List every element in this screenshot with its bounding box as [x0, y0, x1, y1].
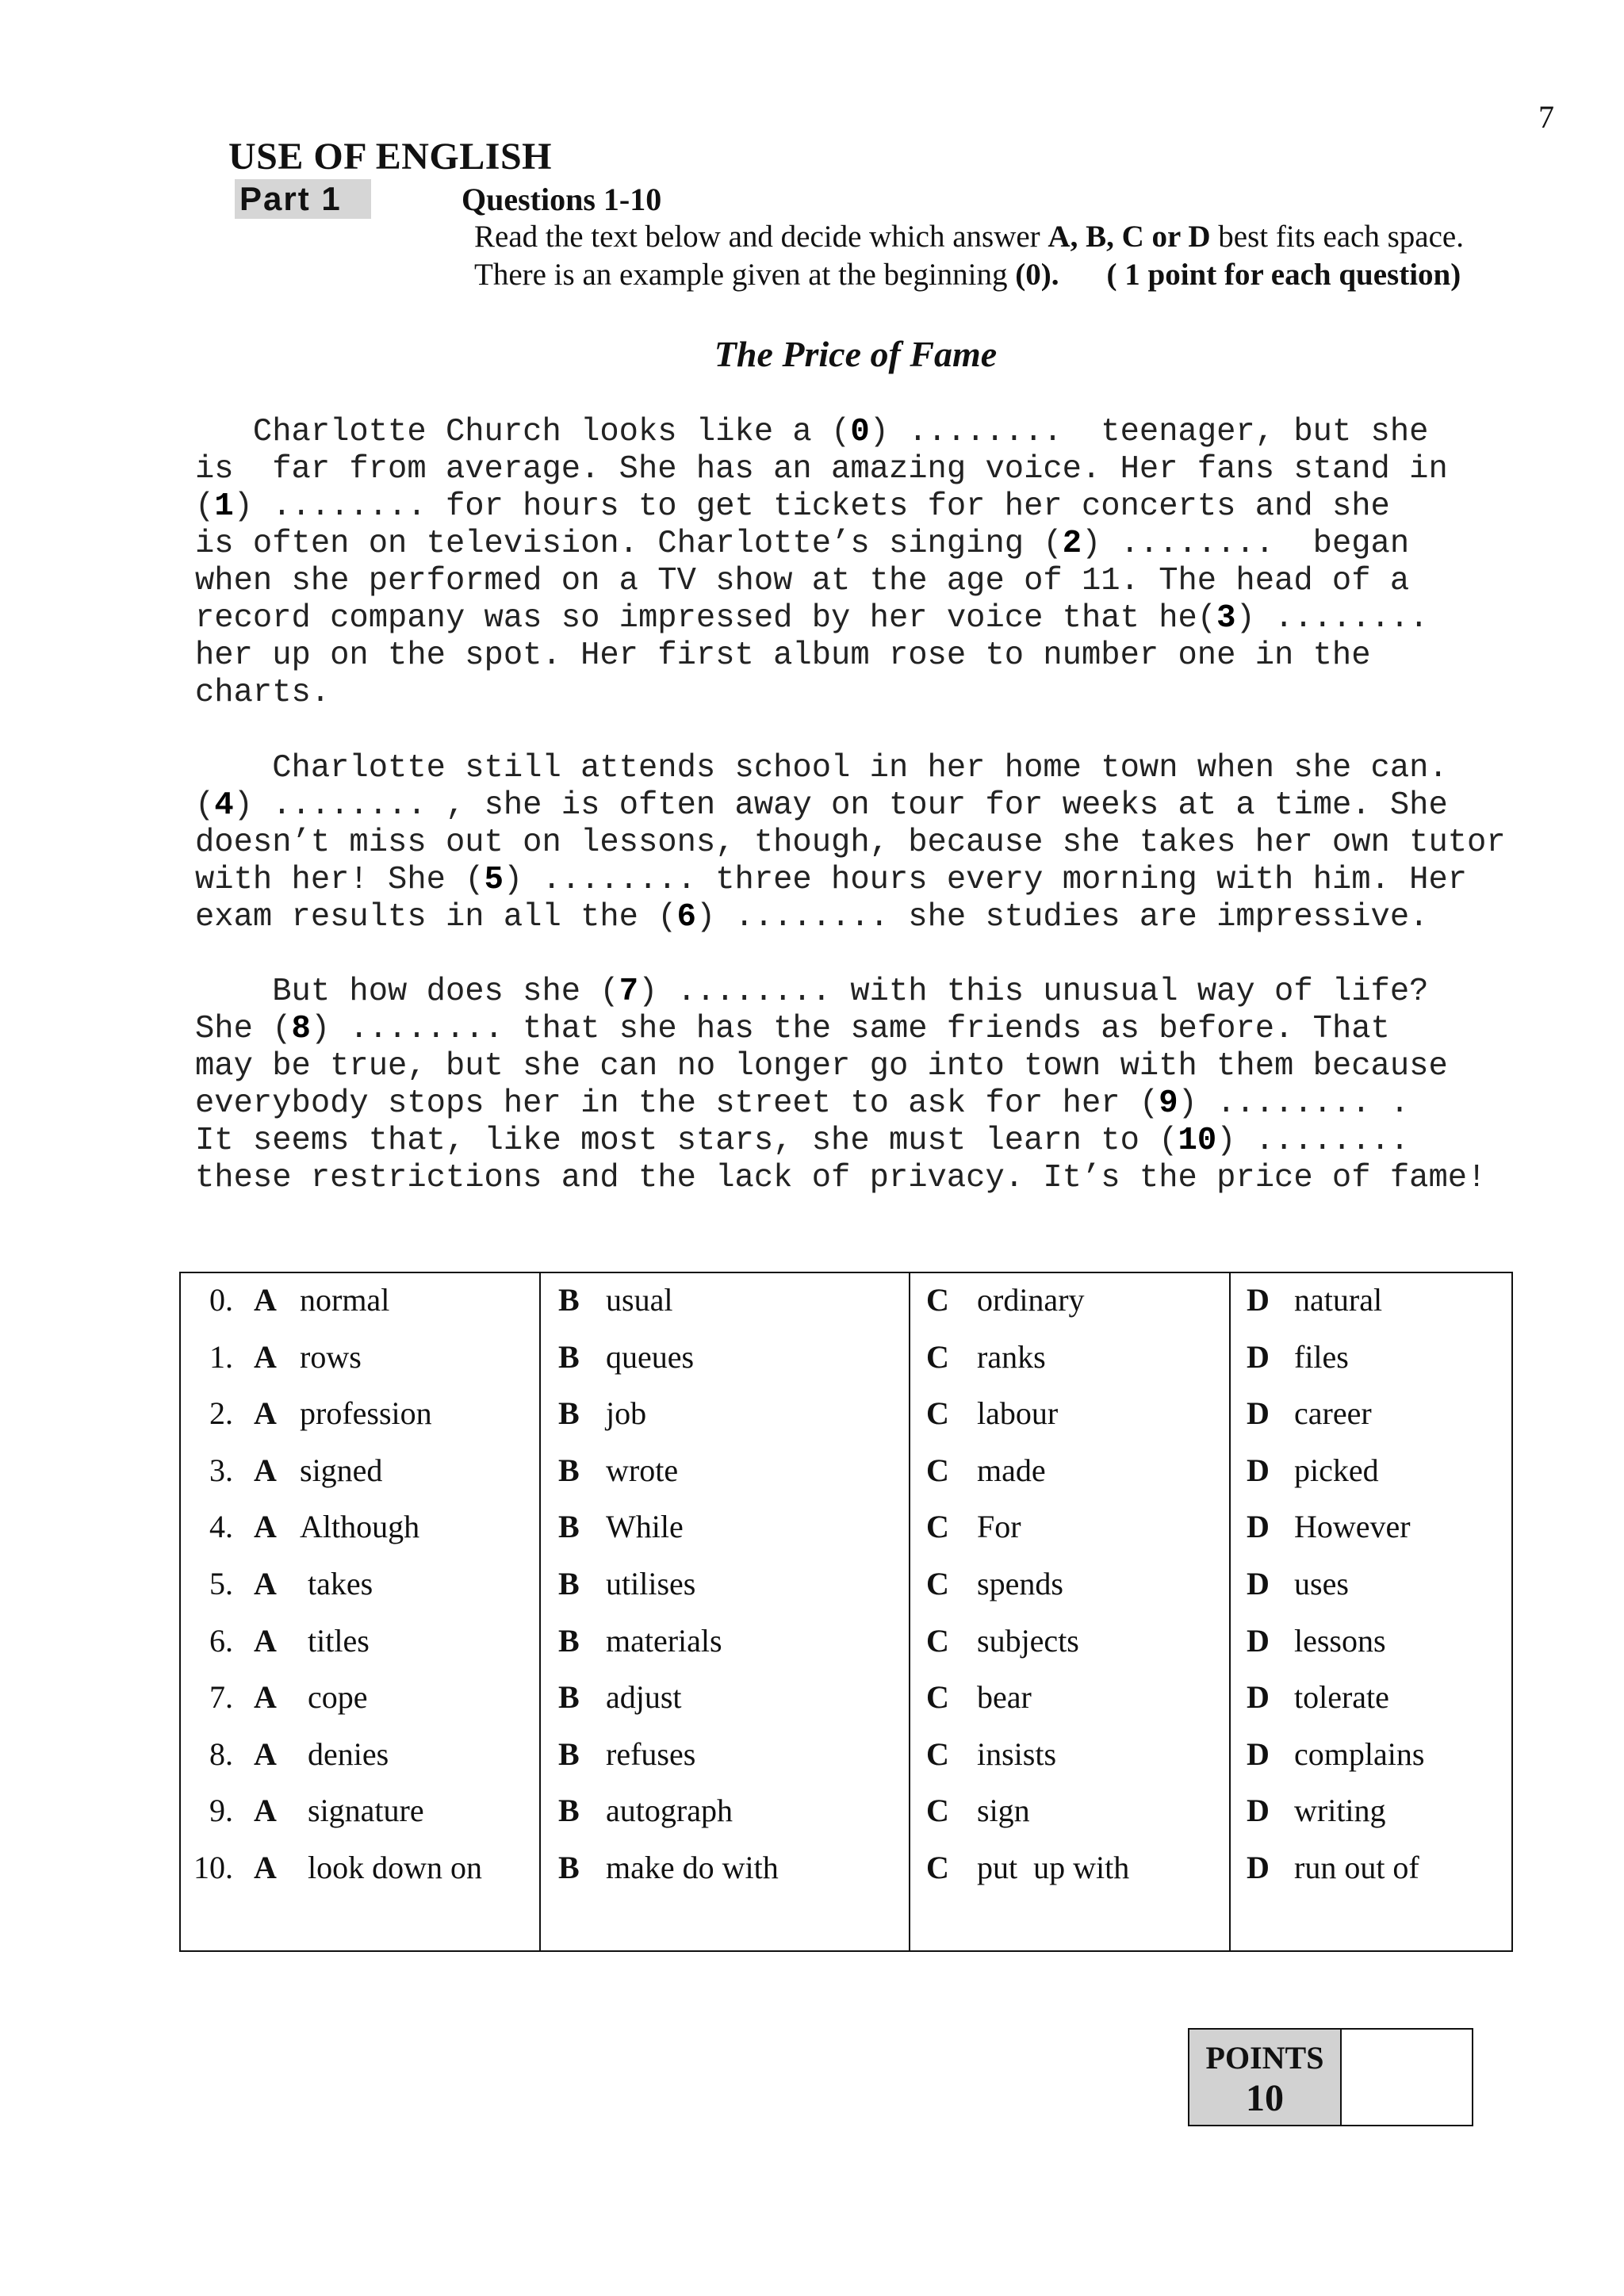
- option-letter-c: C: [926, 1735, 949, 1772]
- option-row: [181, 1792, 1511, 1849]
- option-d[interactable]: writing: [1294, 1793, 1386, 1829]
- option-letter-d: D: [1247, 1338, 1270, 1375]
- option-letter-a: A: [254, 1679, 277, 1716]
- passage-paragraph-1: [195, 414, 1448, 712]
- option-d[interactable]: files: [1294, 1338, 1349, 1375]
- option-b[interactable]: autograph: [606, 1793, 733, 1829]
- option-b[interactable]: While: [606, 1509, 684, 1545]
- passage-text: doesn’t miss out on lessons, though, because she takes her own tutor: [195, 825, 1506, 861]
- question-number: 8.: [209, 1735, 233, 1772]
- option-row: [181, 1565, 1511, 1622]
- question-number: 10.: [193, 1850, 233, 1885]
- option-d[interactable]: lessons: [1294, 1622, 1386, 1659]
- question-number: 6.: [209, 1622, 233, 1659]
- option-d[interactable]: complains: [1294, 1735, 1425, 1772]
- option-row: [181, 1338, 1511, 1395]
- passage-paragraph-2: [195, 750, 1506, 936]
- question-number: 7.: [209, 1679, 233, 1716]
- option-a[interactable]: titles: [300, 1622, 370, 1659]
- gap-number: 5: [484, 862, 504, 898]
- option-c[interactable]: put up with: [977, 1850, 1130, 1885]
- page-number: 7: [1538, 99, 1554, 135]
- option-d[interactable]: However: [1294, 1509, 1411, 1545]
- story-title-wrapper: [0, 333, 1624, 375]
- option-letter-a: A: [254, 1395, 277, 1432]
- passage-paragraph-3: [195, 974, 1486, 1197]
- passage-line: [195, 787, 1506, 825]
- passage-text: ) ........ for hours to get tickets for her concerts and she: [233, 488, 1390, 525]
- option-letter-c: C: [926, 1509, 949, 1545]
- passage-line: [195, 600, 1448, 637]
- option-row: [181, 1622, 1511, 1679]
- passage-line: [195, 637, 1448, 675]
- gap-number: 1: [214, 488, 234, 525]
- passage-text: charts.: [195, 675, 331, 711]
- option-row: [181, 1281, 1511, 1338]
- option-b[interactable]: wrote: [606, 1452, 679, 1488]
- option-row: [181, 1508, 1511, 1565]
- option-letter-d: D: [1247, 1735, 1270, 1772]
- gap-number: 4: [214, 787, 234, 824]
- option-b[interactable]: job: [606, 1395, 647, 1432]
- question-number: 5.: [209, 1566, 233, 1601]
- option-a[interactable]: cope: [300, 1679, 368, 1716]
- option-letter-d: D: [1247, 1622, 1270, 1659]
- option-letter-c: C: [926, 1566, 949, 1601]
- gap-number: 7: [619, 974, 638, 1010]
- option-letter-d: D: [1247, 1395, 1270, 1432]
- points-label-cell: [1189, 2030, 1342, 2125]
- option-letter-b: B: [558, 1338, 580, 1375]
- option-d[interactable]: natural: [1294, 1282, 1383, 1318]
- points-box: [1188, 2028, 1473, 2126]
- option-letter-b: B: [558, 1282, 580, 1318]
- passage-line: [195, 526, 1448, 563]
- option-row: [181, 1735, 1511, 1793]
- option-letter-b: B: [558, 1850, 580, 1885]
- option-letter-d: D: [1247, 1566, 1270, 1601]
- points-label: POINTS: [1205, 2040, 1324, 2076]
- points-note: ( 1 point for each question): [1106, 258, 1461, 292]
- option-letter-a: A: [254, 1622, 277, 1659]
- option-letter-b: B: [558, 1452, 580, 1488]
- points-score-field[interactable]: [1342, 2030, 1472, 2125]
- option-c[interactable]: insists: [977, 1735, 1057, 1772]
- passage-line: [195, 1085, 1486, 1123]
- gap-number: 10: [1178, 1123, 1217, 1159]
- option-letter-c: C: [926, 1395, 949, 1432]
- option-letter-a: A: [254, 1338, 277, 1375]
- option-letter-c: C: [926, 1338, 949, 1375]
- option-c[interactable]: labour: [977, 1395, 1059, 1432]
- gap-number: 2: [1062, 526, 1082, 562]
- option-letter-c: C: [926, 1850, 949, 1885]
- instruction-text: best fits each space.: [1210, 220, 1464, 254]
- option-row: [181, 1849, 1511, 1906]
- passage-text: is often on television. Charlotte’s singing (: [195, 526, 1063, 562]
- gap-number: 6: [676, 899, 696, 936]
- option-b[interactable]: usual: [606, 1282, 673, 1318]
- option-letter-a: A: [254, 1282, 277, 1318]
- question-number: 1.: [209, 1338, 233, 1375]
- gap-number: 8: [291, 1011, 311, 1047]
- passage-line: [195, 1011, 1486, 1048]
- story-title: The Price of Fame: [714, 334, 998, 374]
- passage-text: ) ........ .: [1178, 1085, 1410, 1122]
- passage-text: everybody stops her in the street to ask for her (: [195, 1085, 1159, 1122]
- option-b[interactable]: utilises: [606, 1566, 696, 1601]
- passage-line: [195, 563, 1448, 600]
- option-a[interactable]: normal: [300, 1282, 390, 1318]
- option-letter-d: D: [1247, 1793, 1270, 1829]
- option-c[interactable]: made: [977, 1452, 1046, 1488]
- passage-line: [195, 675, 1448, 712]
- passage-text: exam results in all the (: [195, 899, 677, 936]
- option-c[interactable]: For: [977, 1509, 1021, 1545]
- question-number: 2.: [209, 1395, 233, 1432]
- option-letter-a: A: [254, 1735, 277, 1772]
- option-letter-b: B: [558, 1509, 580, 1545]
- option-letter-c: C: [926, 1679, 949, 1716]
- passage-line: [195, 825, 1506, 862]
- instructions-line-1: [474, 219, 1464, 254]
- passage-line: [195, 451, 1448, 488]
- option-letter-a: A: [254, 1509, 277, 1545]
- option-b[interactable]: refuses: [606, 1735, 696, 1772]
- gap-number: 3: [1216, 600, 1236, 637]
- option-letter-b: B: [558, 1395, 580, 1432]
- option-d[interactable]: picked: [1294, 1452, 1379, 1488]
- option-row: [181, 1678, 1511, 1735]
- passage-line: [195, 750, 1506, 787]
- passage-text: ) ........ , she is often away on tour for weeks at a time. She: [233, 787, 1448, 824]
- passage-text: may be true, but she can no longer go into town with them because: [195, 1048, 1448, 1085]
- passage-text: (: [195, 787, 215, 824]
- section-title: USE OF ENGLISH: [228, 136, 552, 178]
- option-letter-a: A: [254, 1793, 277, 1829]
- option-letter-d: D: [1247, 1282, 1270, 1318]
- option-letter-b: B: [558, 1679, 580, 1716]
- option-letter-c: C: [926, 1793, 949, 1829]
- option-c[interactable]: ranks: [977, 1338, 1046, 1375]
- option-c[interactable]: subjects: [977, 1622, 1079, 1659]
- option-letter-c: C: [926, 1282, 949, 1318]
- passage-text: Charlotte Church looks like a (: [195, 414, 851, 450]
- points-value: 10: [1246, 2077, 1284, 2119]
- option-letter-d: D: [1247, 1679, 1270, 1716]
- gap-number: 9: [1159, 1085, 1178, 1122]
- question-number: 4.: [209, 1509, 233, 1545]
- gap-number: 0: [850, 414, 870, 450]
- option-b[interactable]: adjust: [606, 1679, 682, 1716]
- questions-label: Questions 1-10: [462, 182, 662, 217]
- option-letter-d: D: [1247, 1452, 1270, 1488]
- option-a[interactable]: rows: [300, 1338, 362, 1375]
- option-letter-b: B: [558, 1793, 580, 1829]
- passage-text: Charlotte still attends school in her home town when she can.: [195, 750, 1448, 786]
- option-b[interactable]: make do with: [606, 1850, 779, 1885]
- passage-text: with her! She (: [195, 862, 485, 898]
- part-label: Part 1: [235, 179, 371, 219]
- option-a[interactable]: signed: [300, 1452, 383, 1488]
- passage-text: ) ........ with this unusual way of life?: [638, 974, 1429, 1010]
- instruction-text: There is an example given at the beginning: [474, 258, 1016, 292]
- option-letter-a: A: [254, 1452, 277, 1488]
- passage-text: (: [195, 488, 215, 525]
- instruction-bold-text: A, B, C or D: [1048, 220, 1211, 254]
- passage-text: ) ........ three hours every morning with him. Her: [503, 862, 1468, 898]
- passage-line: [195, 862, 1506, 899]
- passage-text: ) ........: [1235, 600, 1429, 637]
- option-d[interactable]: run out of: [1294, 1850, 1419, 1885]
- option-letter-d: D: [1247, 1509, 1270, 1545]
- option-a[interactable]: profession: [300, 1395, 432, 1432]
- option-d[interactable]: uses: [1294, 1566, 1349, 1601]
- passage-line: [195, 1160, 1486, 1197]
- passage-line: [195, 1123, 1486, 1160]
- option-c[interactable]: ordinary: [977, 1282, 1085, 1318]
- option-letter-d: D: [1247, 1850, 1270, 1885]
- passage-text: when she performed on a TV show at the age of 11. The head of a: [195, 563, 1410, 599]
- option-letter-c: C: [926, 1452, 949, 1488]
- option-row: [181, 1452, 1511, 1509]
- passage-text: ) ........: [1216, 1123, 1410, 1159]
- option-b[interactable]: materials: [606, 1622, 722, 1659]
- passage-text: ) ........ teenager, but she: [869, 414, 1429, 450]
- passage-line: [195, 414, 1448, 451]
- passage-text: But how does she (: [195, 974, 619, 1010]
- option-a[interactable]: signature: [300, 1793, 424, 1829]
- passage-line: [195, 899, 1506, 936]
- option-c[interactable]: bear: [977, 1679, 1032, 1716]
- question-number: 0.: [209, 1282, 233, 1318]
- option-c[interactable]: sign: [977, 1793, 1030, 1829]
- option-d[interactable]: career: [1294, 1395, 1372, 1432]
- instruction-text: Read the text below and decide which answer: [474, 220, 1048, 254]
- option-d[interactable]: tolerate: [1294, 1679, 1389, 1716]
- option-a[interactable]: denies: [300, 1735, 389, 1772]
- passage-text: ) ........ that she has the same friends as before. That: [310, 1011, 1390, 1047]
- passage-text: these restrictions and the lack of privacy. It’s the price of fame!: [195, 1160, 1487, 1196]
- passage-text: It seems that, like most stars, she must learn to (: [195, 1123, 1178, 1159]
- instruction-bold-text: (0).: [1015, 258, 1059, 292]
- passage-text: ) ........ she studies are impressive.: [695, 899, 1429, 936]
- option-a[interactable]: takes: [300, 1566, 373, 1601]
- passage-line: [195, 1048, 1486, 1085]
- option-a[interactable]: look down on: [300, 1850, 482, 1885]
- option-a[interactable]: Although: [300, 1509, 420, 1545]
- instructions-line-2: [474, 257, 1461, 293]
- passage-line: [195, 488, 1448, 526]
- option-letter-c: C: [926, 1622, 949, 1659]
- option-row: [181, 1395, 1511, 1452]
- passage-line: [195, 974, 1486, 1011]
- option-letter-b: B: [558, 1622, 580, 1659]
- passage-text: record company was so impressed by her voice that he(: [195, 600, 1217, 637]
- options-table: [179, 1272, 1513, 1952]
- passage-text: her up on the spot. Her first album rose to number one in the: [195, 637, 1371, 674]
- option-c[interactable]: spends: [977, 1566, 1063, 1601]
- question-number: 3.: [209, 1452, 233, 1488]
- option-letter-a: A: [254, 1850, 277, 1885]
- passage-text: She (: [195, 1011, 292, 1047]
- option-letter-b: B: [558, 1735, 580, 1772]
- option-letter-a: A: [254, 1566, 277, 1601]
- option-letter-b: B: [558, 1566, 580, 1601]
- passage-text: is far from average. She has an amazing voice. Her fans stand in: [195, 451, 1448, 488]
- question-number: 9.: [209, 1793, 233, 1829]
- option-b[interactable]: queues: [606, 1338, 695, 1375]
- passage-text: ) ........ began: [1082, 526, 1410, 562]
